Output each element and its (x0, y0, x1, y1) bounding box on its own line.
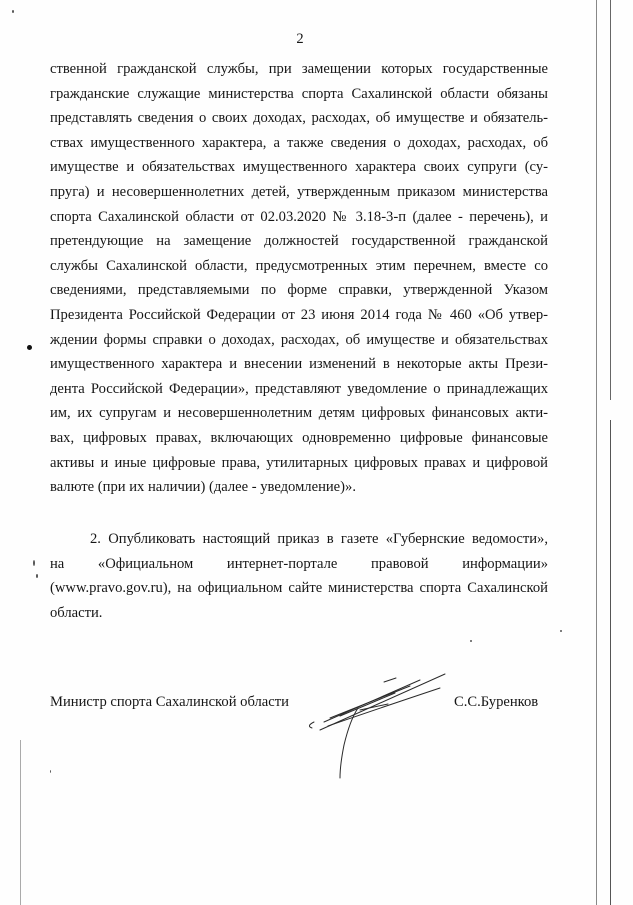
paragraph-line: валюте (при их наличии) (далее - уведомление)». (50, 479, 356, 496)
paragraph-line: пруга) и несовершеннолетних детей, утвержденным приказом министерства (50, 183, 548, 200)
margin-dot (27, 345, 32, 350)
paragraph-line: им, их супругам и несовершеннолетним детям цифровых финансовых акти- (50, 405, 548, 422)
scan-speck (33, 560, 35, 566)
handwritten-signature (300, 660, 460, 785)
page-number: 2 (296, 31, 304, 47)
scan-edge-line (596, 0, 597, 905)
paragraph-line: ственной гражданской службы, при замещении которых государственные (50, 61, 548, 77)
paragraph-line: представлять сведения о своих доходах, расходах, об имуществе и обязатель- (50, 110, 548, 127)
paragraph-line: имущественного характера и внесении изменений в некоторые акты Прези- (50, 356, 548, 373)
signatory-name: С.С.Буренков (454, 694, 539, 710)
scan-speck (36, 574, 38, 578)
paragraph-line: гражданские служащие министерства спорта Сахалинской области обязаны (50, 85, 548, 102)
scan-speck (560, 630, 562, 632)
paragraph-line: сведениями, представляемыми по форме справки, утвержденной Указом (50, 282, 548, 299)
paragraph-line: области. (50, 604, 103, 621)
paragraph-line: Президента Российской Федерации от 23 июня 2014 года № 460 «Об утвер- (50, 306, 548, 323)
paragraph-line: претендующие на замещение должностей государственной гражданской (50, 233, 548, 250)
paragraph-1 (50, 57, 548, 500)
paragraph-line: 2. Опубликовать настоящий приказ в газете «Губернские ведомости», (90, 531, 548, 547)
scan-edge-line (610, 0, 611, 400)
paragraph-line: (www.pravo.gov.ru), на официальном сайте министерства спорта Сахалинской (50, 580, 548, 597)
scan-edge-line (610, 420, 611, 905)
signatory-position: Министр спорта Сахалинской области (50, 694, 289, 710)
paragraph-line: имуществе и обязательствах имущественного характера своих супруги (су- (50, 159, 548, 176)
paragraph-line: ствах имущественного характера, а также сведения о доходах, расходах, об (50, 134, 548, 151)
scan-speck (50, 770, 51, 773)
paragraph-2 (50, 527, 548, 625)
paragraph-line: службы Сахалинской области, предусмотренных этим перечнем, вместе со (50, 257, 548, 274)
paragraph-line: на «Официальном интернет-портале правовой информации» (50, 555, 548, 572)
paragraph-line: дента Российской Федерации», представляют уведомление о принадлежащих (50, 380, 548, 397)
scan-edge-line (20, 740, 21, 905)
scan-speck (12, 10, 14, 13)
scan-speck (470, 640, 472, 642)
paragraph-line: активы и иные цифровые права, утилитарных цифровых правах и цифровой (50, 454, 548, 471)
paragraph-line: вах, цифровых правах, включающих одновременно цифровые финансовые (50, 429, 548, 446)
paragraph-line: ждении формы справки о доходах, расходах, об имуществе и обязательствах (50, 331, 548, 348)
paragraph-line: спорта Сахалинской области от 02.03.2020 № 3.18-3-п (далее - перечень), и (50, 208, 548, 225)
